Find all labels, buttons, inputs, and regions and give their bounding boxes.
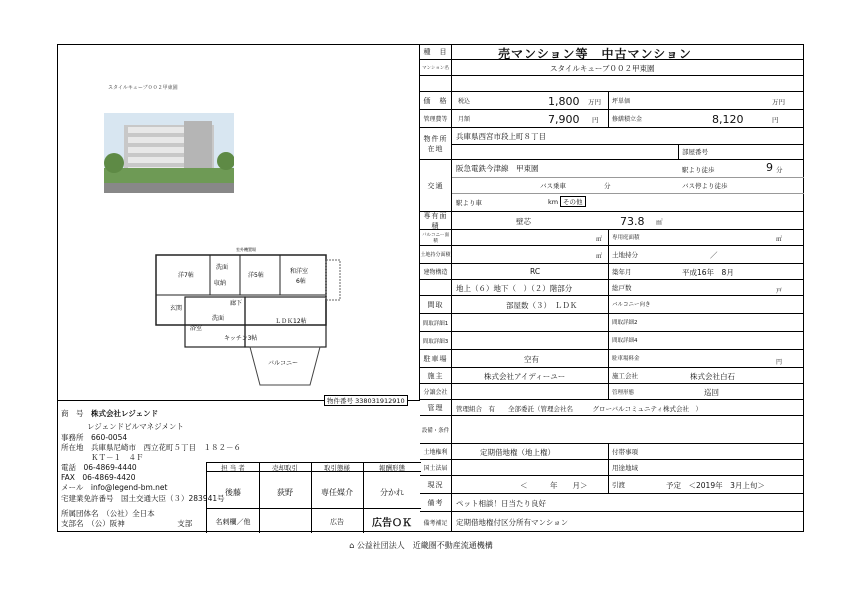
row-remarks	[420, 494, 804, 512]
row-location	[420, 128, 804, 160]
repair-unit: 円	[772, 116, 779, 124]
bus-unit: 分	[604, 182, 611, 190]
contractor-value: 株式会社白石	[690, 372, 735, 381]
floors-blank	[420, 280, 452, 295]
parking-label: 駐車場	[420, 350, 452, 367]
staff-value: 分かれ	[380, 488, 404, 497]
land-right-label: 土地権利	[420, 444, 452, 459]
svg-text:収納: 収納	[214, 280, 227, 287]
svg-text:6帖: 6帖	[296, 278, 306, 285]
row-mgmt	[420, 110, 804, 128]
staff-value: 専任媒介	[321, 488, 353, 497]
agent-address-2: ＫＴ－１ ４Ｆ	[91, 453, 144, 462]
line-value: 阪急電鉄今津線 甲東園	[456, 164, 539, 173]
svg-text:浴室: 浴室	[190, 325, 203, 332]
blank-label	[420, 76, 452, 91]
built-value: 平成16年 8月	[682, 268, 734, 277]
other-label: その他	[560, 196, 586, 207]
postal-code: 660-0054	[91, 433, 128, 442]
staff-box	[206, 462, 421, 533]
svg-text:洋7帖: 洋7帖	[178, 272, 194, 279]
row-balcony	[420, 230, 804, 246]
type-label: 種 目	[420, 44, 452, 59]
photo-caption: スタイルキューブ００２甲東園	[108, 85, 178, 91]
staff-header: 売却取引	[272, 464, 298, 472]
price-value: 1,800	[548, 95, 580, 108]
remarks-label: 備考	[420, 494, 452, 511]
layout-label: 間取	[420, 296, 452, 313]
remarks2-label: 備考補足	[420, 512, 452, 532]
row-detail-3	[420, 332, 804, 350]
tsubo-label: 坪単価	[612, 98, 631, 105]
fax-number: 06-4869-4420	[82, 473, 136, 482]
svg-text:洗面: 洗面	[216, 264, 229, 271]
tel-number: 06-4869-4440	[83, 463, 137, 472]
license-label: 宅建業免許番号	[61, 494, 114, 503]
row-floors	[420, 280, 804, 296]
floors-value: 地上（６）地下（ ）（２）階部分	[456, 284, 573, 293]
private-label: 専用庭面積	[612, 235, 640, 241]
area-unit: ㎡	[656, 218, 663, 226]
mail-label: メール	[61, 483, 84, 492]
manage-type-label: 管理形態	[612, 390, 635, 396]
terms-label: 設備・条件	[420, 416, 452, 443]
car-unit: km	[548, 198, 559, 206]
location-label: 物件所在地	[420, 128, 452, 159]
svg-text:洗面: 洗面	[212, 315, 225, 322]
staff-header: 担 当 者	[221, 464, 245, 472]
built-label: 築年月	[612, 268, 632, 276]
mgmt-co-label: 管理	[420, 400, 452, 415]
mgmt-unit: 円	[592, 116, 599, 124]
row-area	[420, 212, 804, 230]
footer-text: 公益社団法人 近畿圏不動産流通機構	[356, 541, 493, 550]
detail4-label: 間取詳細4	[612, 338, 638, 344]
parking-value: 空有	[524, 355, 539, 364]
svg-text:廊下: 廊下	[230, 300, 243, 307]
location-value: 兵庫県西宮市段上町８丁目	[456, 132, 546, 141]
balcony-label: バルコニー面積	[420, 230, 452, 245]
svg-text:和洋室: 和洋室	[290, 268, 309, 275]
assoc-label: 所属団体名	[61, 509, 99, 518]
notice-number: 物件番号 338031912910	[324, 395, 408, 406]
staff-value: 荻野	[277, 488, 293, 497]
company-name: 株式会社レジェンド	[91, 409, 159, 418]
svg-text:玄関: 玄関	[170, 305, 183, 312]
detail3-label: 間取詳細3	[420, 332, 452, 349]
traffic-label: 交通	[420, 160, 452, 211]
builder-value: 株式会社アイディーユー	[484, 372, 566, 381]
staff-header: 報酬形態	[379, 464, 405, 472]
repair-label: 修繕積立金	[612, 116, 643, 123]
price-tax: 税込	[458, 98, 471, 105]
detail2-label: 間取詳細2	[612, 320, 638, 326]
ad-ok: 広告ＯＫ	[372, 518, 412, 529]
land-rights-label: 土地持分	[612, 251, 638, 259]
name-label: マンション名	[420, 60, 452, 75]
branch-name: （公）阪神 支部	[91, 519, 193, 528]
fax-label: FAX	[61, 473, 75, 482]
svg-text:ＬＤＫ12帖: ＬＤＫ12帖	[275, 318, 307, 325]
row-seller	[420, 384, 804, 400]
builder-label: 施主	[420, 368, 452, 383]
land-right-value: 定期借地権（地上権）	[480, 448, 555, 457]
contractor-label: 施工会社	[612, 372, 638, 380]
price-label: 価 格	[420, 92, 452, 109]
row-blank	[420, 76, 804, 92]
units-unit: 戸	[776, 288, 783, 295]
ad-label: 広告	[330, 518, 344, 526]
private-unit: ㎡	[776, 236, 783, 243]
detail1-label: 間取詳細1	[420, 314, 452, 331]
org-logo-icon: ⌂	[349, 541, 355, 550]
land-label: 土地持分面積	[420, 246, 452, 263]
handover-label: 引渡	[612, 481, 625, 489]
staff-value: 後藤	[225, 488, 241, 497]
row-builder	[420, 368, 804, 384]
row-management	[420, 400, 804, 416]
structure-label: 建物構造	[420, 264, 452, 279]
bus-label: バス乗車	[540, 182, 566, 190]
type-value: 売マンション等 中古マンション	[498, 47, 692, 61]
row-traffic	[420, 160, 804, 212]
status-value: ＜ 年 月＞	[520, 481, 588, 490]
building-photo	[104, 113, 234, 193]
area-type: 壁芯	[516, 217, 531, 226]
parking-fee-unit: 円	[776, 359, 783, 366]
status-label: 現況	[420, 476, 452, 493]
row-name	[420, 60, 804, 76]
walk-label: 駅より徒歩	[682, 166, 715, 174]
parking-fee-label: 駐車場料金	[612, 356, 640, 362]
seller-label: 分譲会社	[420, 384, 452, 399]
company-label: 商 号	[61, 409, 84, 418]
agent-address: 兵庫県尼崎市 西立花町５丁目 １８２－６	[91, 443, 241, 452]
row-parking	[420, 350, 804, 368]
mgmt-label: 管理費等	[420, 110, 452, 127]
units-label: 総戸数	[612, 284, 632, 292]
handover-value: 予定 ＜2019年 3月上旬＞	[666, 481, 765, 490]
land-unit: ㎡	[596, 253, 603, 260]
tsubo-unit: 万円	[772, 98, 785, 106]
address-label: 所在地	[61, 443, 84, 452]
mail-address[interactable]: info@legend-bm.net	[90, 483, 168, 492]
room-label: 部屋番号	[682, 148, 708, 156]
car-label: 駅より車	[456, 199, 482, 207]
row-type	[420, 44, 804, 60]
business-card-label: 名刺欄／他	[215, 518, 251, 526]
svg-text:洋5帖: 洋5帖	[248, 272, 264, 279]
staff-header: 取引態様	[324, 464, 350, 472]
usage-label: 用途地域	[612, 464, 638, 472]
mgmt-value: 7,900	[548, 113, 580, 126]
tel-label: 電話	[61, 463, 76, 472]
balcony-unit: ㎡	[596, 236, 603, 243]
row-layout	[420, 296, 804, 314]
company-sub: レジェンドビルマネジメント	[87, 422, 184, 431]
attach-label: 付帯事項	[612, 448, 638, 456]
assoc-name: （公社）全日本	[106, 509, 155, 518]
row-status	[420, 476, 804, 494]
row-structure	[420, 264, 804, 280]
price-unit: 万円	[588, 98, 601, 106]
layout-value: 部屋数（３） ＬＤＫ	[506, 301, 578, 310]
row-legal	[420, 460, 804, 476]
row-terms	[420, 416, 804, 444]
svg-text:室外機置場: 室外機置場	[236, 247, 256, 252]
svg-text:バルコニー: バルコニー	[268, 360, 299, 367]
orient-label: バルコニー向き	[612, 302, 651, 308]
area-value: 73.8	[620, 215, 645, 228]
row-price	[420, 92, 804, 110]
property-table	[420, 44, 804, 532]
structure-value: RC	[530, 267, 541, 276]
row-remarks-2	[420, 512, 804, 532]
footer-org	[0, 540, 842, 551]
mgmt-co-value: 管理組合 有 全部委託（管理会社名 グローバルコミュニティ株式会社 ）	[456, 405, 703, 413]
area-label: 専有面積	[420, 212, 452, 229]
repair-value: 8,120	[712, 113, 744, 126]
name-value: スタイルキューブ００２甲東園	[550, 64, 655, 73]
mgmt-period: 月額	[458, 116, 471, 123]
bus-walk-label: バス停より徒歩	[682, 182, 728, 190]
floor-plan	[150, 245, 350, 390]
land-rights-value: ／	[710, 251, 718, 260]
remarks2-value: 定期借地権付区分所有マンション	[456, 518, 569, 527]
office-label: 事務所	[61, 433, 84, 442]
legal-label: 国土法届	[420, 460, 452, 475]
row-detail-1	[420, 314, 804, 332]
row-land-right	[420, 444, 804, 460]
license-number: 国土交通大臣（３）283941号	[121, 494, 225, 503]
remarks-value: ペット相談！日当たり良好	[456, 499, 546, 508]
branch-label: 支部名	[61, 519, 84, 528]
svg-text:キッチン3帖: キッチン3帖	[224, 335, 258, 342]
row-land	[420, 246, 804, 264]
walk-value: 9	[766, 161, 773, 174]
walk-unit: 分	[776, 166, 783, 174]
manage-type-value: 巡回	[704, 388, 719, 397]
